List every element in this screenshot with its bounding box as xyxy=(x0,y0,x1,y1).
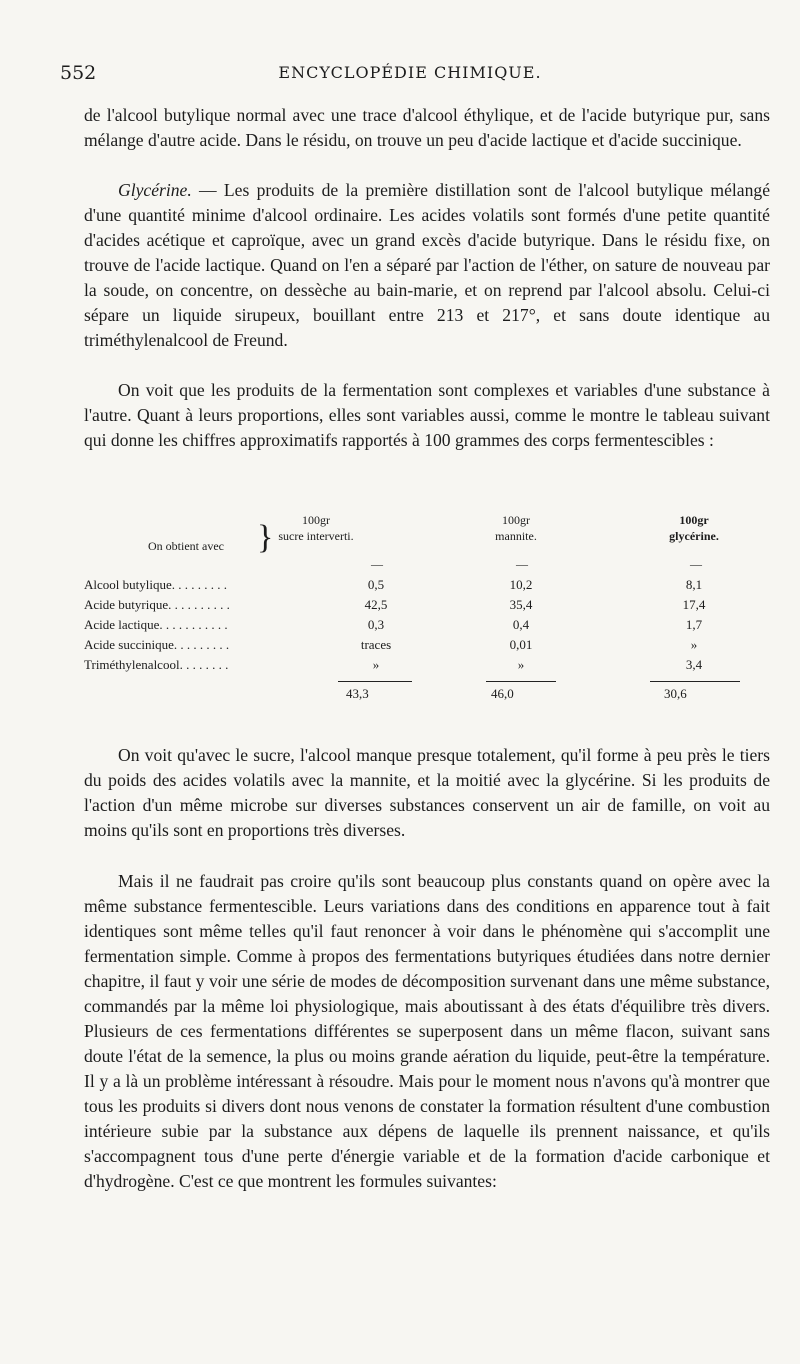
table-header xyxy=(84,512,774,556)
table-row: Acide butyrique. . . . . . . . . . 42,5 35,4 17,4 xyxy=(84,597,706,612)
paragraph-5: Mais il ne faudrait pas croire qu'ils sont beaucoup plus constants quand on opère avec la même substance fermentescible. Leurs variations dans des conditions en apparence tout à fait identiques sont même telles qu'il faut renoncer à voir dans le phénomène qui s'accomplit une fermentation simple. Comme à propos des fermentations butyriques étudiées dans notre dernier chapitre, il faut y voir une série de modes de décomposition survenant dans une même substance, commandés par la même loi physiologique, mais aboutissant à des états d'équilibre très divers. Plusieurs de ces fermentations différentes se superposent dans un même flacon, suivant sans doute l'état de la semence, la plus ou moins grande aération du liquide, peut-être la température. Il y a là un problème intéressant à résoudre. Mais pour le moment nous n'avons qu'à montrer que tous les produits si divers dont nous venons de constater la formation résultent d'une combustion intérieure subie par la substance aux dépens de laquelle ils prennent naissance, et qu'ils s'accompagnent tous d'une perte d'énergie variable et de la formation d'acide carbonique et d'hydrogène. C'est ce que montrent les formules suivantes: xyxy=(84,871,770,1191)
brace-glyph: } xyxy=(257,519,274,556)
paragraph-lead-glycerine: Glycérine. xyxy=(118,180,192,200)
total-rule xyxy=(486,681,556,682)
paragraph-1: de l'alcool butylique normal avec une trace d'alcool éthylique, et de l'acide butyrique pur, sans mélange d'autre acide. Dans le résidu, on trouve un peu d'acide lactique et d'acide succinique. xyxy=(84,105,770,150)
column-header-sucre: 100gr sucre interverti. xyxy=(278,513,354,543)
page-number: 552 xyxy=(60,62,97,84)
running-title: ENCYCLOPÉDIE CHIMIQUE. xyxy=(278,63,542,82)
column-dash: — xyxy=(516,557,528,571)
fermentation-products-table xyxy=(84,500,774,710)
paragraph-4: On voit qu'avec le sucre, l'alcool manque presque totalement, qu'il forme à peu près le tiers du poids des acides volatils avec la mannite, et la moitié avec la glycérine. Si les produits de l'action d'un même microbe sur diverses substances conservent un air de famille, on voit au moins qu'ils sont en proportions très diverses. xyxy=(84,745,770,840)
table-row: Alcool butylique. . . . . . . . . 0,5 10,2 8,1 xyxy=(84,577,703,592)
total-rule xyxy=(650,681,740,682)
column-header-glycerine: 100gr glycérine. xyxy=(669,513,719,543)
page-header xyxy=(60,62,760,88)
paragraph-glycerine: Glycérine. — Les produits de la première distillation sont de l'alcool butylique mélangé d'une quantité minime d'alcool ordinaire. Les acides volatils sont formés d'une petite quantité d'acides acétique et caproïque, avec un grand excès d'acide butyrique. Dans le résidu fixe, on trouve de l'acide lactique. Quand on l'en a séparé par l'action de l'éther, on sature de nouveau par la soude, on concentre, on dessèche au bain-marie, et on reprend par l'alcool absolu. Celui-ci sépare un liquide sirupeux, bouillant entre 213 et 217°, et sans doute identique au triméthylenalcool de Freund. xyxy=(84,180,770,350)
total-rule xyxy=(338,681,412,682)
table-totals-row: 43,3 46,0 30,6 xyxy=(346,686,687,701)
table-row: Acide lactique. . . . . . . . . . . 0,3 0,4 1,7 xyxy=(84,617,703,632)
column-header-mannite: 100gr mannite. xyxy=(495,513,537,543)
table-row: Triméthylenalcool. . . . . . . . » » 3,4 xyxy=(84,657,703,672)
table-row: Acide succinique. . . . . . . . . traces 0,01 » xyxy=(84,637,698,652)
paragraph-3: On voit que les produits de la fermentation sont complexes et variables d'une substance à l'autre. Quant à leurs proportions, elles sont variables aussi, comme le montre le tableau suivant qui donne les chiffres approximatifs rapportés à 100 grammes des corps fermentescibles : xyxy=(84,380,770,450)
column-dash: — xyxy=(690,557,702,571)
column-dash: — xyxy=(371,557,383,571)
table-intro: On obtient avec xyxy=(148,539,224,553)
